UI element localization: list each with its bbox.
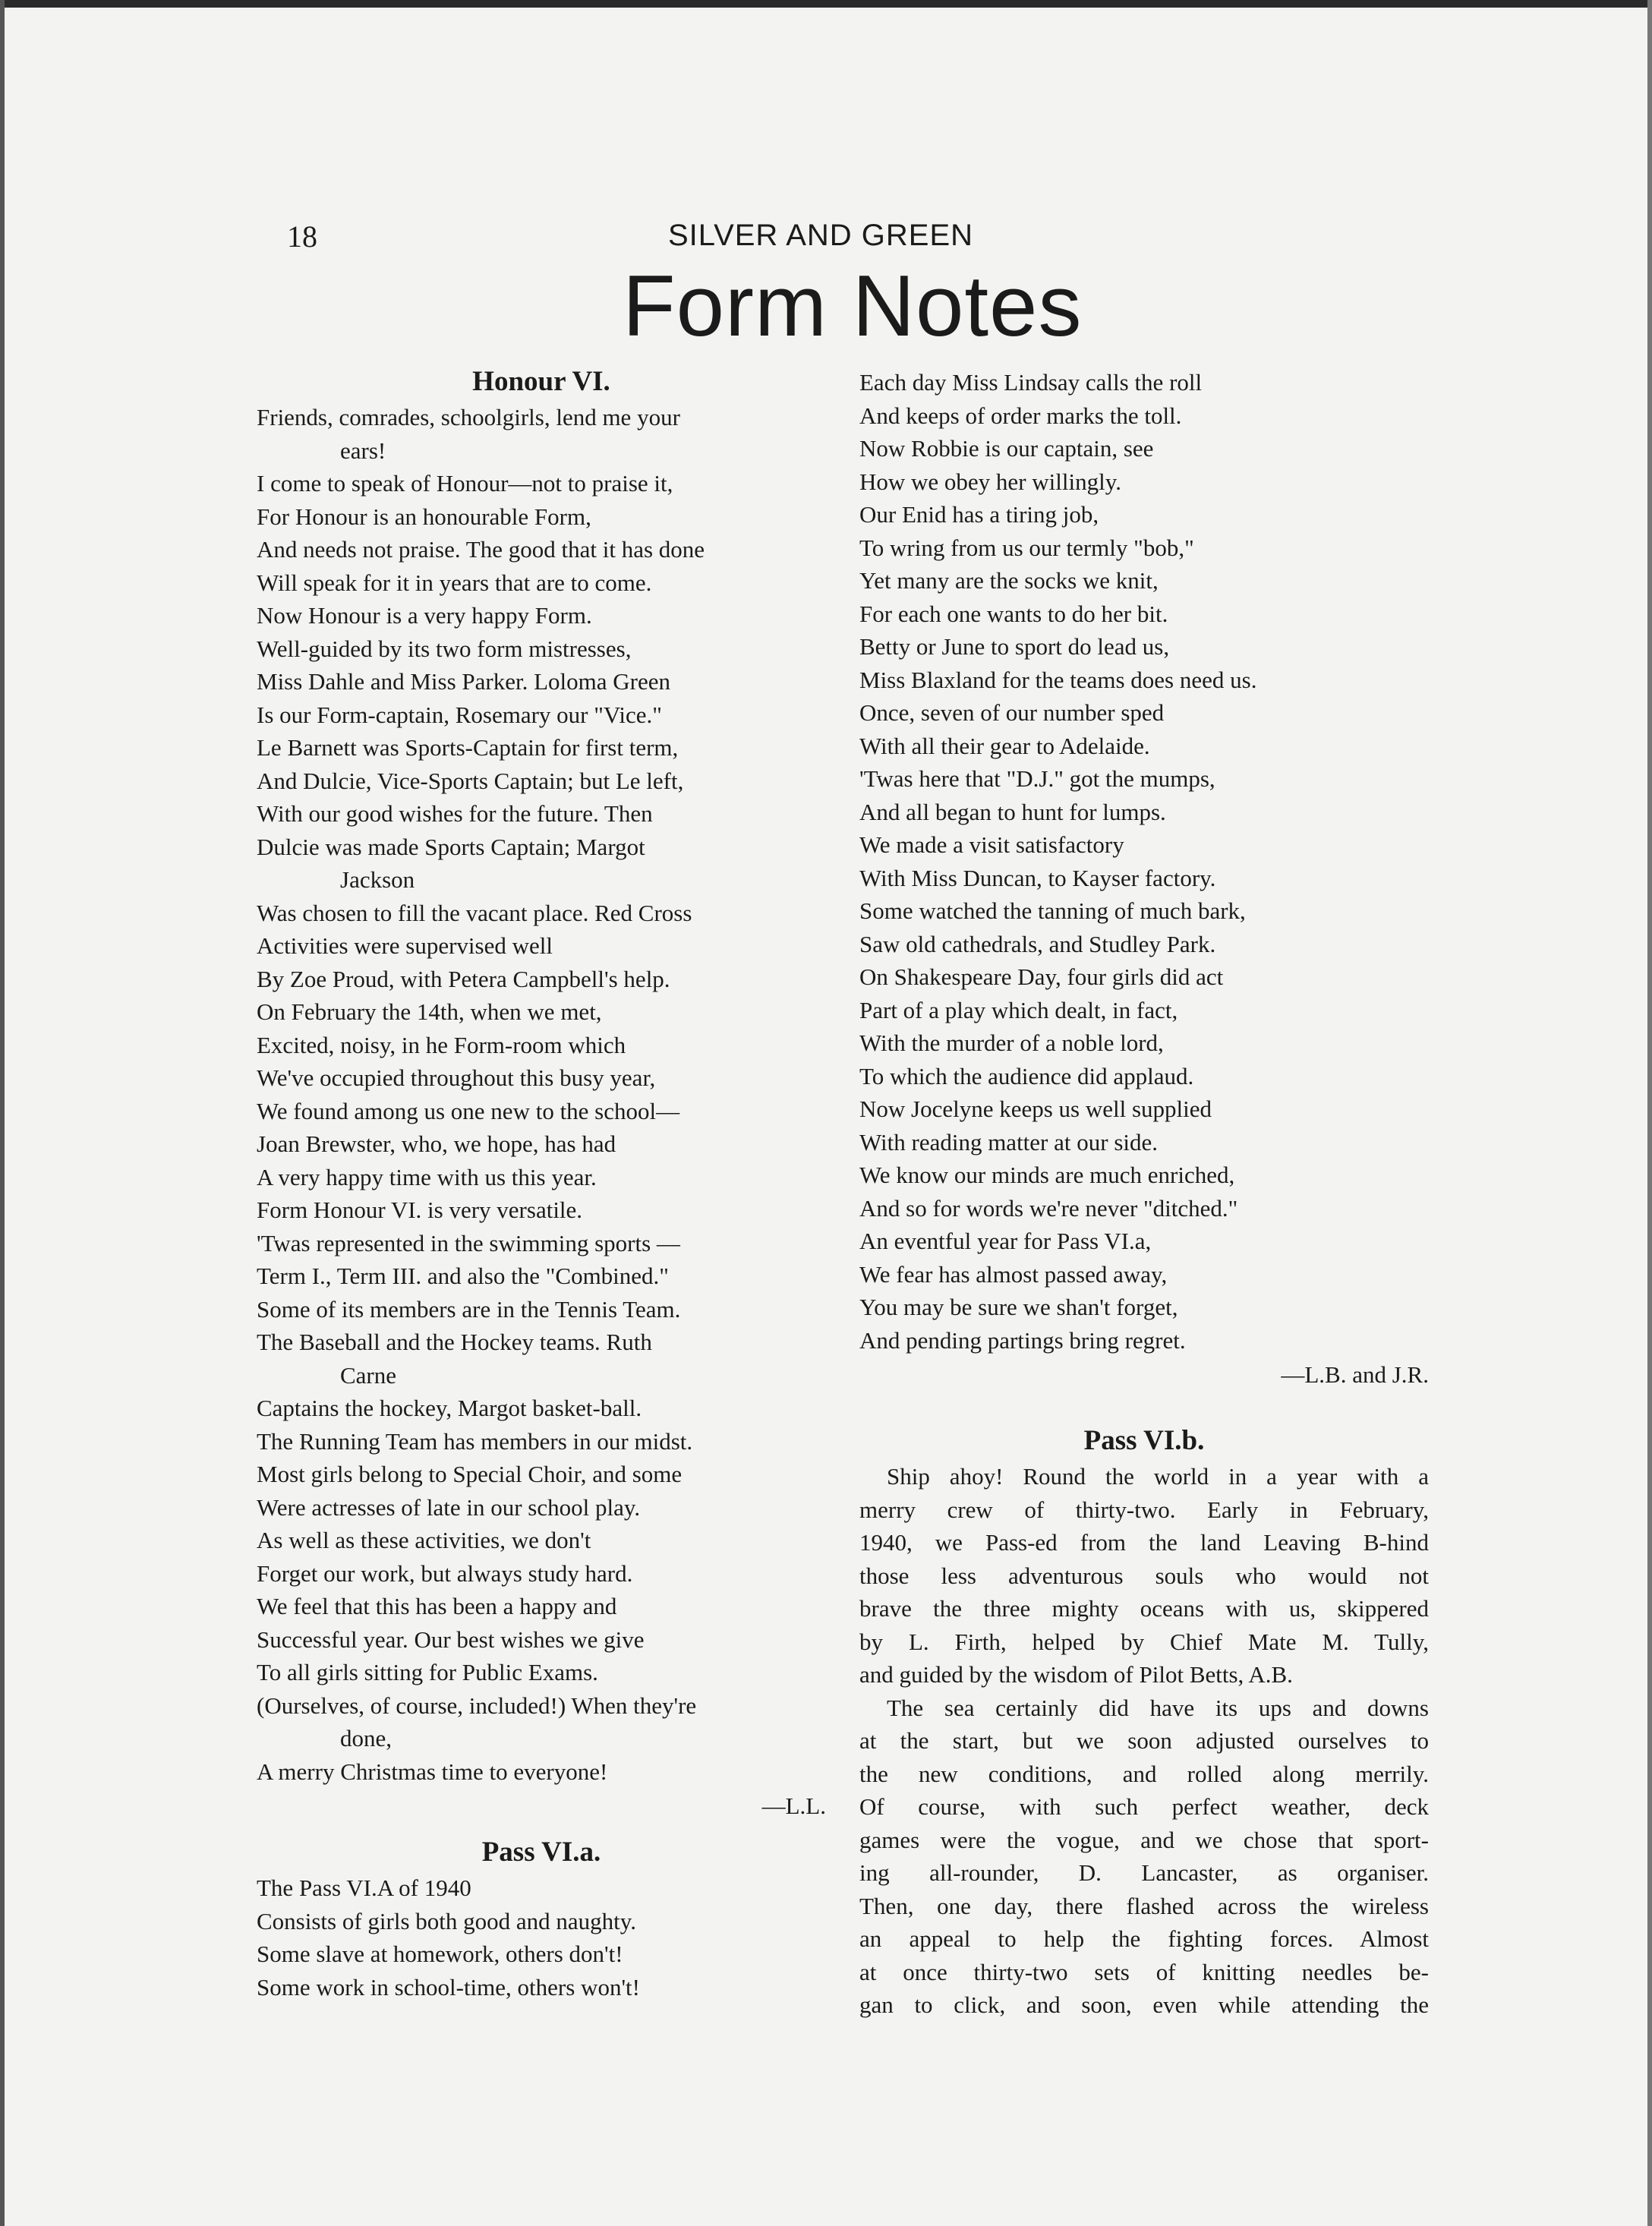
poem-line: Successful year. Our best wishes we give [257,1625,645,1653]
poem-line: Most girls belong to Special Choir, and some [257,1461,683,1487]
pass-vib-paragraph-1 [859,1460,1429,1692]
paragraph-line: Then, one day, there flashed across the wireless [859,1892,1429,1919]
pass-via-poem-continued [859,366,1429,1357]
poem-line: Is our Form-captain, Rosemary our "Vice." [257,701,662,728]
page-edge-right [1647,0,1652,2226]
poem-line: done, [340,1725,393,1751]
poem-line: Well-guided by its two form mistresses, [257,635,632,662]
poem-line: With all their gear to Adelaide. [859,732,1150,759]
poem-line: Excited, noisy, in he Form-room which [257,1031,626,1058]
poem-line: Some watched the tanning of much bark, [859,897,1246,924]
paragraph-line: Of course, with such perfect weather, deck [859,1793,1429,1820]
honour-poem [257,401,826,1788]
paragraph-line: 1940, we Pass-ed from the land Leaving B-hind [859,1529,1429,1556]
poem-line: And all began to hunt for lumps. [859,798,1166,825]
poem-line: Part of a play which dealt, in fact, [859,996,1178,1023]
poem-line: We know our minds are much enriched, [859,1162,1235,1188]
paragraph-line: by L. Firth, helped by Chief Mate M. Tully, [859,1628,1429,1655]
signature-honour: —L.L. [761,1792,826,1819]
poem-line: Friends, comrades, schoolgirls, lend me your [257,404,680,430]
poem-line: Some slave at homework, others don't! [257,1941,623,1967]
poem-line: We found among us one new to the school— [257,1097,680,1124]
poem-line: Was chosen to fill the vacant place. Red Cross [257,899,692,926]
poem-line: By Zoe Proud, with Petera Campbell's help. [257,965,670,992]
poem-line: To all girls sitting for Public Exams. [257,1659,598,1685]
poem-line: Term I., Term III. and also the "Combined." [257,1263,669,1289]
poem-line: Once, seven of our number sped [859,699,1165,726]
poem-line: 'Twas here that "D.J." got the mumps, [859,765,1215,792]
poem-line: To which the audience did applaud. [859,1062,1194,1089]
poem-line: ears! [340,437,386,464]
paragraph-line: brave the three mighty oceans with us, skippered [859,1595,1429,1622]
paragraph-line: ing all-rounder, D. Lancaster, as organiser. [859,1859,1429,1886]
poem-line: A merry Christmas time to everyone! [257,1758,608,1785]
poem-line: Were actresses of late in our school play. [257,1493,641,1521]
poem-line: To wring from us our termly "bob," [859,534,1194,561]
paragraph-line: gan to click, and soon, even while attending the [859,1991,1429,2018]
poem-line: Now Honour is a very happy Form. [257,602,592,629]
poem-line: Betty or June to sport do lead us, [859,633,1170,660]
poem-line: Consists of girls both good and naughty. [257,1907,637,1934]
right-column [859,366,1429,2022]
page-edge-top [0,0,1652,8]
poem-line: I come to speak of Honour—not to praise it, [257,470,673,497]
poem-line: Yet many are the socks we knit, [859,567,1159,594]
poem-line: Some work in school-time, others won't! [257,1973,640,2001]
poem-line: Joan Brewster, who, we hope, has had [257,1130,616,1157]
section-heading-honour: Honour VI. [472,366,610,397]
paragraph-line: those less adventurous souls who would not [859,1562,1429,1589]
pass-via-poem-start [257,1871,826,2004]
poem-line: Now Jocelyne keeps us well supplied [859,1096,1212,1122]
poem-line: The Pass VI.A of 1940 [257,1874,471,1901]
paragraph-line: at once thirty-two sets of knitting needles be- [859,1958,1429,1985]
poem-line: On Shakespeare Day, four girls did act [859,963,1224,990]
section-heading-pass-via: Pass VI.a. [481,1837,601,1868]
poem-line: And needs not praise. The good that it has done [257,536,705,563]
poem-line: And Dulcie, Vice-Sports Captain; but Le left, [257,767,684,794]
poem-line: The Baseball and the Hockey teams. Ruth [257,1329,652,1355]
poem-line: For each one wants to do her bit. [859,600,1168,627]
paragraph-line: The sea certainly did have its ups and downs [887,1694,1429,1721]
poem-line: For Honour is an honourable Form, [257,503,591,530]
poem-line: Miss Blaxland for the teams does need us. [859,666,1257,693]
poem-line: Dulcie was made Sports Captain; Margot [257,833,645,860]
poem-line: With our good wishes for the future. Then [257,800,653,827]
poem-line: Captains the hockey, Margot basket-ball. [257,1395,642,1421]
paragraph-line: and guided by the wisdom of Pilot Betts, A.B. [859,1661,1293,1688]
poem-line: With the murder of a noble lord, [859,1029,1164,1056]
poem-line: We've occupied throughout this busy year, [257,1064,656,1091]
poem-line: Forget our work, but always study hard. [257,1559,633,1587]
poem-line: And keeps of order marks the toll. [859,402,1182,429]
section-heading-pass-vib: Pass VI.b. [1083,1425,1205,1456]
paragraph-line: games were the vogue, and we chose that sport- [859,1826,1429,1853]
signature-pass-via: —L.B. and J.R. [1281,1361,1429,1388]
poem-line: A very happy time with us this year. [257,1163,597,1190]
paragraph-line: the new conditions, and rolled along merrily. [859,1760,1429,1787]
page-edge-left [0,0,5,2226]
paragraph-line: at the start, but we soon adjusted ourselves to [859,1727,1429,1754]
poem-line: We fear has almost passed away, [859,1260,1168,1288]
poem-line: Jackson [340,866,415,893]
poem-line: The Running Team has members in our midst. [257,1427,693,1455]
left-column [257,363,826,2004]
poem-line: Activities were supervised well [257,932,553,959]
running-head: SILVER AND GREEN [668,219,974,252]
poem-line: On February the 14th, when we met, [257,998,602,1025]
poem-line: You may be sure we shan't forget, [859,1294,1178,1320]
poem-line: Form Honour VI. is very versatile. [257,1197,583,1223]
poem-line: Each day Miss Lindsay calls the roll [859,369,1203,396]
poem-line: Now Robbie is our captain, see [859,435,1154,462]
paragraph-line: an appeal to help the fighting forces. Almost [859,1925,1429,1952]
poem-line: We feel that this has been a happy and [257,1593,617,1619]
page-number: 18 [287,219,317,254]
poem-line: Our Enid has a tiring job, [859,501,1099,528]
poem-line: We made a visit satisfactory [859,831,1124,858]
pass-vib-paragraph-2 [859,1692,1429,2022]
poem-line: With reading matter at our side. [859,1128,1159,1156]
poem-line: How we obey her willingly. [859,468,1121,495]
paragraph-line: Ship ahoy! Round the world in a year with a [887,1463,1429,1490]
poem-line: 'Twas represented in the swimming sports — [257,1229,680,1256]
poem-line: Miss Dahle and Miss Parker. Loloma Green [257,668,670,695]
poem-line: Some of its members are in the Tennis Team. [257,1295,681,1323]
poem-line: Le Barnett was Sports-Captain for first term, [257,734,679,761]
poem-line: And so for words we're never "ditched." [859,1194,1238,1222]
poem-line: (Ourselves, of course, included!) When they're [257,1692,697,1719]
paragraph-line: merry crew of thirty-two. Early in February, [859,1496,1429,1523]
poem-line: Carne [340,1361,397,1389]
page-title: Form Notes [623,258,1083,355]
poem-line: And pending partings bring regret. [859,1326,1186,1354]
poem-line: As well as these activities, we don't [257,1527,591,1553]
poem-line: Saw old cathedrals, and Studley Park. [859,930,1216,957]
poem-line: With Miss Duncan, to Kayser factory. [859,864,1216,891]
poem-line: An eventful year for Pass VI.a, [859,1228,1152,1254]
poem-line: Will speak for it in years that are to come. [257,569,652,596]
